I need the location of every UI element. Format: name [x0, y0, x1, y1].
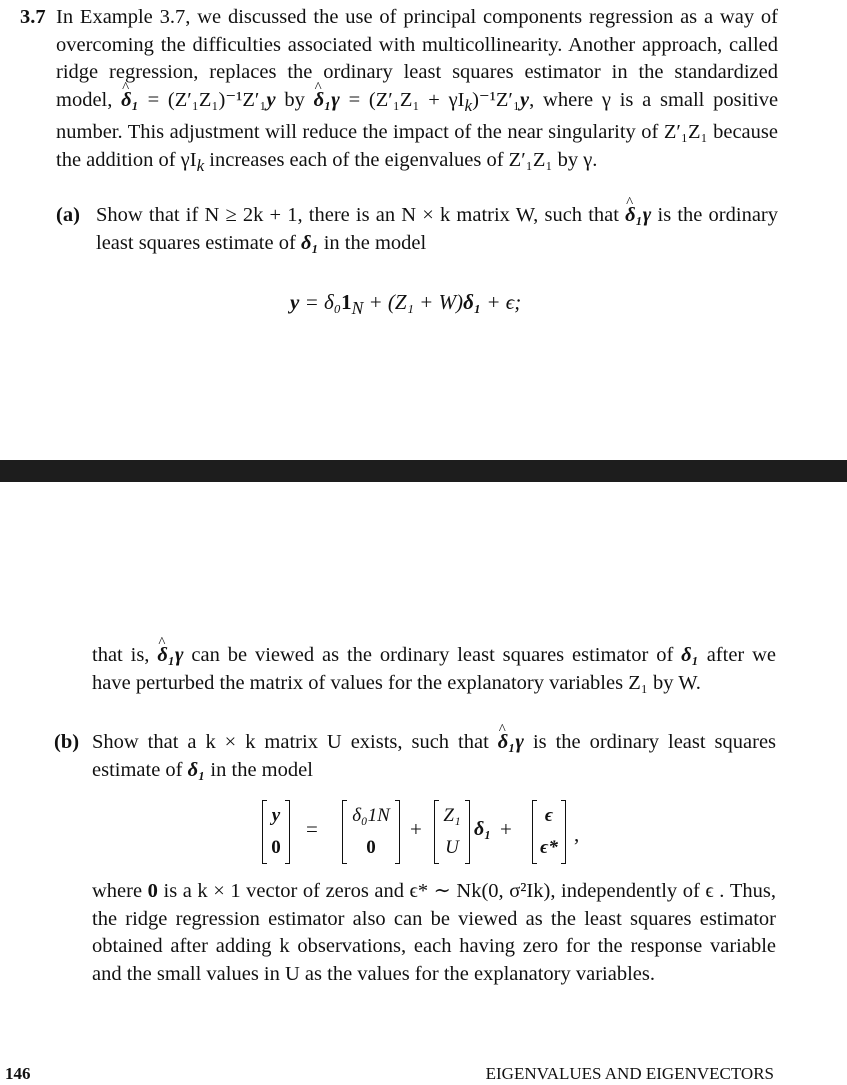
ridge-model-equation: $y = \delta_01_N + (Z_1 + W)\delta_1 + \epsilon$; — [290, 290, 522, 319]
problem-number: 3.7 — [20, 6, 46, 28]
matrix-lhs: y 0 — [262, 800, 290, 864]
plus-sign: + — [410, 817, 422, 841]
running-head: EIGENVALUES AND EIGENVECTORS — [485, 1064, 774, 1083]
part-a-label: (a) — [56, 204, 80, 226]
delta1-hat: ^ δ₁ — [121, 87, 139, 115]
plus-sign: + — [500, 817, 512, 841]
part-a-continuation: that is, ^ δ₁γ can be viewed as the ordinary least squares estimator of δ₁ after we have perturbed the matrix of values for the explanatory variables Z₁ by W. — [92, 642, 776, 697]
part-b-explanation: where 0 is a k × 1 vector of zeros and ϵ* ∼ Nk(0, σ²Ik), independently of ϵ . Thus, the ridge regression estimator also can be viewed as the least squares estimator obtained after adding k observations, each having zero for the response variable and the small values in U as the values for the explanatory variables. — [92, 880, 777, 985]
problem-statement: In Example 3.7, we discussed the use of principal components regression as a way of overcoming the difficulties associated with multicollinearity. Another approach, called ridge regression, replaces the ordinary least squares estimator in the standardized model, ^ δ₁ = (Z′₁Z₁)⁻¹Z′₁y by ^ $\delta_1\gamma = (Z'_1Z_1 + \gamma I_k)^{-1}Z'_1y$, where γ is a small positive number. This adjustment will reduce the impact of the near singularity of Z′₁Z₁ because the addition of $\gamma I_k$ increases each of the eigenvalues of Z′₁Z₁ by γ. — [56, 4, 778, 180]
coefficient-delta1: δ₁ — [474, 818, 492, 840]
matrix-intercept: δ₀1N 0 — [342, 800, 400, 864]
part-b-text: Show that a k × k matrix U exists, such that ^ δ₁γ is the ordinary least squares estimate of δ₁ in the model — [92, 729, 776, 784]
page-separator-band — [0, 460, 847, 482]
part-b-label: (b) — [54, 731, 80, 753]
page-number: 146 — [5, 1064, 31, 1083]
comma: , — [574, 822, 580, 846]
previous-page-fragment — [0, 0, 847, 460]
equals-sign: = — [306, 817, 318, 841]
matrix-noise: ϵ ϵ* — [532, 800, 566, 864]
delta1gamma-hat: ^ δ₁γ — [314, 87, 340, 115]
part-a-text: Show that if N ≥ 2k + 1, there is an N × k matrix W, such that ^ δ₁γ is the ordinary least squares estimate of δ₁ in the model — [96, 202, 778, 257]
augmented-model-equation — [262, 800, 622, 864]
matrix-design: Z₁ U — [434, 800, 470, 864]
